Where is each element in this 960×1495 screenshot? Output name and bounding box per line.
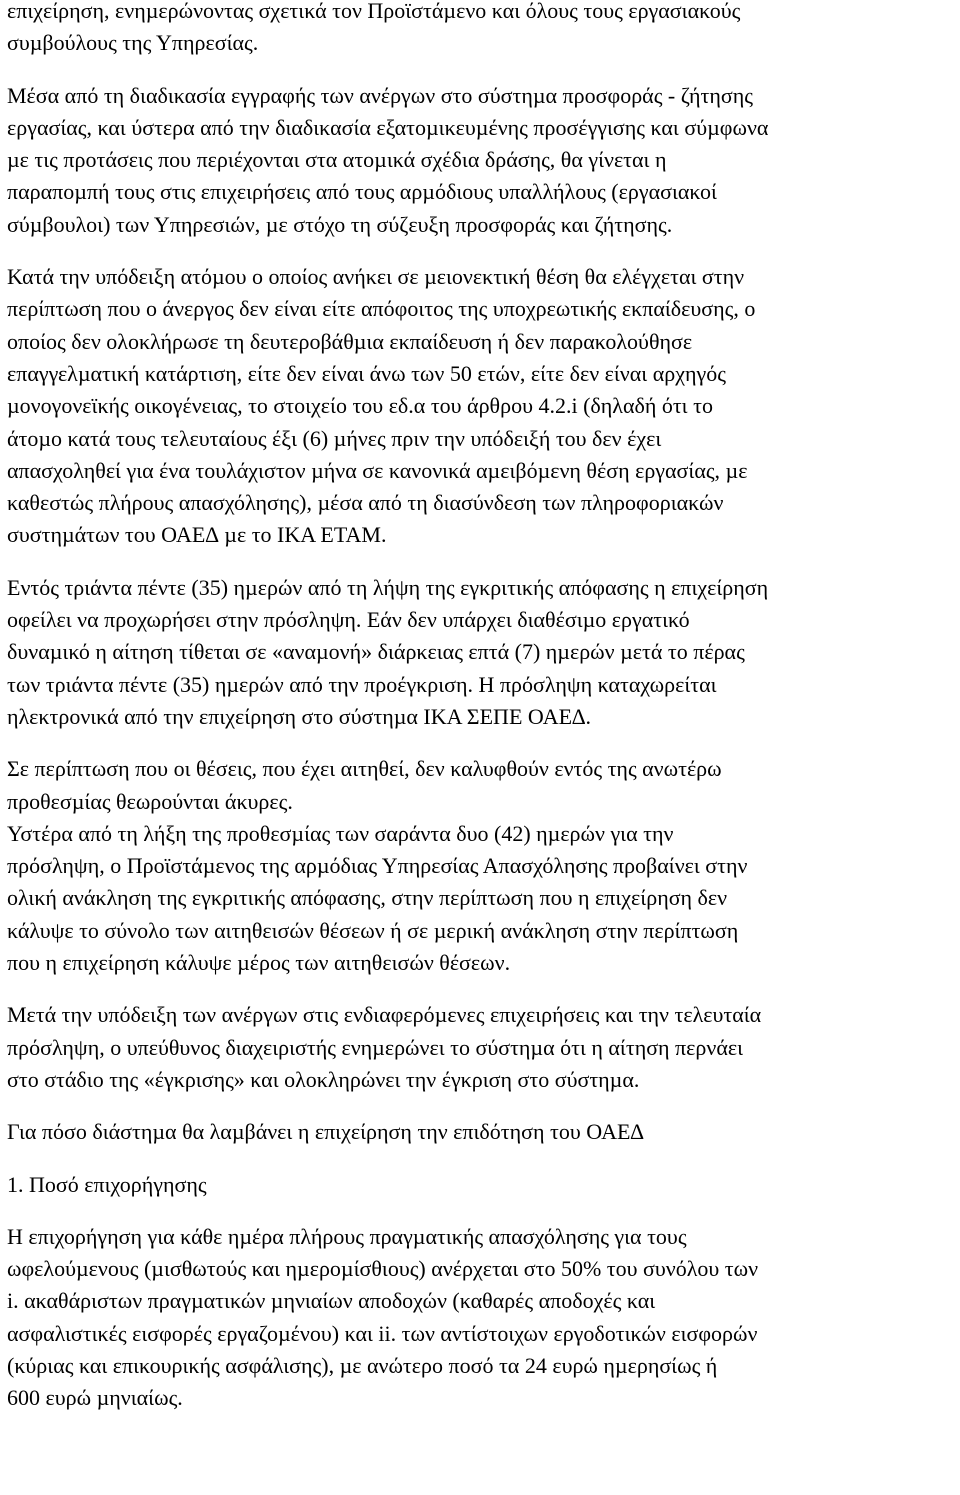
paragraph-spacer bbox=[7, 1149, 957, 1169]
text-line: καθεστώς πλήρους απασχόλησης), µέσα από τη διασύνδεση των πληροφοριακών bbox=[7, 490, 724, 516]
text-line: σύµβουλοι) των Υπηρεσιών, µε στόχο τη σύζευξη προσφοράς και ζήτησης. bbox=[7, 211, 673, 237]
heading-text: 1. Ποσό επιχορήγησης bbox=[7, 1171, 207, 1197]
text-line: που η επιχείρηση κάλυψε µέρος των αιτηθεισών θέσεων. bbox=[7, 950, 511, 976]
text-line: Η επιχορήγηση για κάθε ηµέρα πλήρους πραγµατικής απασχόλησης για τους bbox=[7, 1223, 687, 1249]
paragraph-void-and-revocation bbox=[7, 753, 957, 979]
paragraph-completion bbox=[7, 999, 957, 1096]
paragraph-spacer bbox=[7, 1201, 957, 1221]
text-line: µε τις προτάσεις που περιέχονται στα ατοµικά σχέδια δράσης, θα γίνεται η bbox=[7, 147, 667, 173]
text-line: απασχοληθεί για ένα τουλάχιστον µήνα σε κανονικά αµειβόµενη θέση εργασίας, µε bbox=[7, 457, 748, 483]
text-line: 600 ευρώ µηνιαίως. bbox=[7, 1385, 183, 1411]
text-line: άτοµο κατά τους τελευταίους έξι (6) µήνες πριν την υπόδειξή του δεν έχει bbox=[7, 425, 662, 451]
section-heading-amount bbox=[7, 1169, 957, 1201]
paragraph-amount bbox=[7, 1221, 957, 1415]
text-line: εργασίας, και ύστερα από την διαδικασία εξατοµικευµένης προσέγγισης και σύµφωνα bbox=[7, 114, 769, 140]
text-line: των τριάντα πέντε (35) ηµερών από την προέγκριση. Η πρόσληψη καταχωρείται bbox=[7, 671, 717, 697]
paragraph-registration bbox=[7, 80, 957, 241]
text-line: συµβούλους της Υπηρεσίας. bbox=[7, 30, 259, 56]
text-line: στο στάδιο της «έγκρισης» και ολοκληρώνει την έγκριση στο σύστηµα. bbox=[7, 1066, 640, 1092]
heading-text: Για πόσο διάστηµα θα λαµβάνει η επιχείρηση την επιδότηση του ΟΑΕ∆ bbox=[7, 1119, 644, 1145]
paragraph-disadvantaged bbox=[7, 261, 957, 552]
text-line: µονογονεϊκής οικογένειας, το στοιχείο του εδ.α του άρθρου 4.2.i (δηλαδή ότι το bbox=[7, 393, 713, 419]
text-line: ηλεκτρονικά από την επιχείρηση στο σύστηµα ΙΚΑ ΣΕΠΕ ΟΑΕ∆. bbox=[7, 703, 591, 729]
paragraph-spacer bbox=[7, 552, 957, 572]
text-line: Κατά την υπόδειξη ατόµου ο οποίος ανήκει σε µειονεκτική θέση θα ελέγχεται στην bbox=[7, 264, 745, 290]
text-line: πρόσληψη, ο Προϊστάµενος της αρµόδιας Υπηρεσίας Απασχόλησης προβαίνει στην bbox=[7, 853, 748, 879]
paragraph-spacer bbox=[7, 979, 957, 999]
text-line: οποίος δεν ολοκλήρωσε τη δευτεροβάθµια εκπαίδευση ή δεν παρακολούθησε bbox=[7, 328, 693, 354]
paragraph-deadline bbox=[7, 572, 957, 733]
text-line: ολική ανάκληση της εγκριτικής απόφασης, στην περίπτωση που η επιχείρηση δεν bbox=[7, 885, 728, 911]
text-line: Εντός τριάντα πέντε (35) ηµερών από τη λήψη της εγκριτικής απόφασης η επιχείρηση bbox=[7, 574, 769, 600]
text-line: (κύριας και επικουρικής ασφάλισης), µε ανώτερο ποσό τα 24 ευρώ ηµερησίως ή bbox=[7, 1352, 718, 1378]
paragraph-spacer bbox=[7, 1096, 957, 1116]
text-line: παραποµπή τους στις επιχειρήσεις από τους αρµόδιους υπαλλήλους (εργασιακοί bbox=[7, 179, 717, 205]
text-line: επαγγελµατική κατάρτιση, είτε δεν είναι άνω των 50 ετών, είτε δεν είναι αρχηγός bbox=[7, 360, 726, 386]
text-line: συστηµάτων του ΟΑΕ∆ µε το ΙΚΑ ΕΤΑΜ. bbox=[7, 522, 387, 548]
paragraph-intro-tail bbox=[7, 0, 957, 60]
text-line: πρόσληψη, ο υπεύθυνος διαχειριστής ενηµερώνει το σύστηµα ότι η αίτηση περνάει bbox=[7, 1034, 744, 1060]
text-line: κάλυψε το σύνολο των αιτηθεισών θέσεων ή σε µερική ανάκληση στην περίπτωση bbox=[7, 917, 739, 943]
text-line: περίπτωση που ο άνεργος δεν είναι είτε απόφοιτος της υποχρεωτικής εκπαίδευσης, ο bbox=[7, 296, 756, 322]
text-line: ασφαλιστικές εισφορές εργαζοµένου) και ii. των αντίστοιχων εργοδοτικών εισφορών bbox=[7, 1320, 758, 1346]
text-line: ωφελούµενους (µισθωτούς και ηµεροµίσθιους) ανέρχεται στο 50% του συνόλου των bbox=[7, 1256, 759, 1282]
text-line: προθεσµίας θεωρούνται άκυρες. bbox=[7, 788, 293, 814]
document-page bbox=[7, 0, 957, 1415]
section-heading-duration bbox=[7, 1116, 957, 1148]
text-line: Υστέρα από τη λήξη της προθεσµίας των σαράντα δυο (42) ηµερών για την bbox=[7, 820, 674, 846]
text-line: επιχείρηση, ενηµερώνοντας σχετικά τον Προϊστάµενο και όλους τους εργασιακούς bbox=[7, 0, 741, 23]
paragraph-spacer bbox=[7, 241, 957, 261]
text-line: Μετά την υπόδειξη των ανέργων στις ενδιαφερόµενες επιχειρήσεις και την τελευταία bbox=[7, 1002, 762, 1028]
paragraph-spacer bbox=[7, 60, 957, 80]
text-line: Σε περίπτωση που οι θέσεις, που έχει αιτηθεί, δεν καλυφθούν εντός της ανωτέρω bbox=[7, 756, 722, 782]
text-line: οφείλει να προχωρήσει στην πρόσληψη. Εάν δεν υπάρχει διαθέσιµο εργατικό bbox=[7, 607, 690, 633]
text-line: δυναµικό η αίτηση τίθεται σε «αναµονή» διάρκειας επτά (7) ηµερών µετά το πέρας bbox=[7, 639, 745, 665]
text-line: i. ακαθάριστων πραγµατικών µηνιαίων αποδοχών (καθαρές αποδοχές και bbox=[7, 1288, 656, 1314]
paragraph-spacer bbox=[7, 733, 957, 753]
text-line: Μέσα από τη διαδικασία εγγραφής των ανέργων στο σύστηµα προσφοράς - ζήτησης bbox=[7, 82, 753, 108]
